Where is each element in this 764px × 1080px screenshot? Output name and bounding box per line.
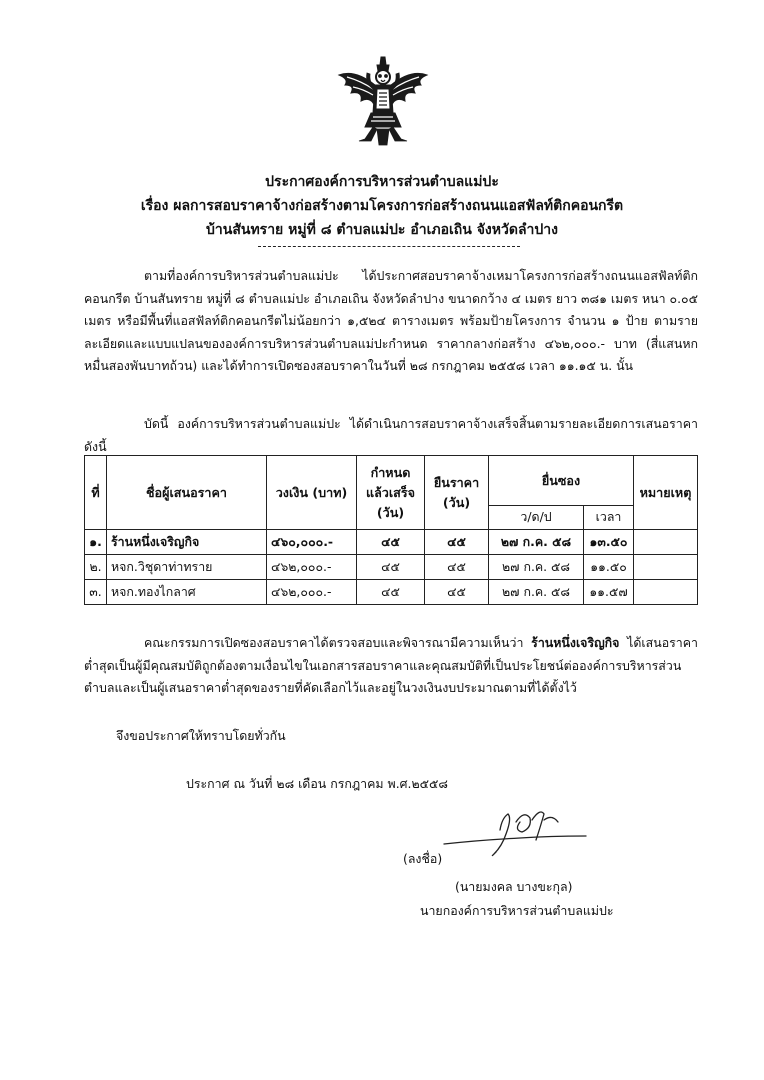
body-paragraph-intro: บัดนี้ องค์การบริหารส่วนตำบลแม่ปะ ได้ดำเนินการสอบราคาจ้างเสร็จสิ้นตามรายละเอียดการเสนอราคา ดังนี้ [84, 416, 698, 454]
header-divider [258, 246, 520, 247]
cell-amount: ๔๖๒,๐๐๐.- [267, 580, 357, 605]
signatory-position: นายกองค์การบริหารส่วนตำบลแม่ปะ [420, 903, 614, 918]
announcement-location: บ้านสันทราย หมู่ที่ ๘ ตำบลแม่ปะ อำเภอเถิน จังหวัดลำปาง [206, 222, 558, 238]
cell-remark [634, 580, 698, 605]
announcement-date: ประกาศ ณ วันที่ ๒๘ เดือน กรกฎาคม พ.ศ.๒๕๕๘ [186, 776, 448, 791]
table-header-row [85, 456, 698, 506]
announcement-title: ประกาศองค์การบริหารส่วนตำบลแม่ปะ [265, 174, 499, 190]
signature-label: (ลงชื่อ) [403, 851, 443, 866]
cell-remark [634, 555, 698, 580]
cell-validity: ๔๕ [425, 555, 489, 580]
cell-date: ๒๗ ก.ค. ๕๘ [489, 555, 584, 580]
body-paragraph-decision [84, 632, 698, 700]
cell-amount: ๔๖๒,๐๐๐.- [267, 555, 357, 580]
decision-text-pre: คณะกรรมการเปิดซองสอบราคาได้ตรวจสอบและพิจารณามีความเห็นว่า [144, 635, 532, 650]
header-bidder: ชื่อผู้เสนอราคา [107, 456, 267, 530]
header-validity: ยืนราคา (วัน) [425, 456, 489, 530]
cell-date: ๒๗ ก.ค. ๕๘ [489, 580, 584, 605]
cell-bidder: หจก.ทองไกลาศ [107, 580, 267, 605]
header-remark: หมายเหตุ [634, 456, 698, 530]
cell-date: ๒๗ ก.ค. ๕๘ [489, 530, 584, 555]
announcement-subject: เรื่อง ผลการสอบราคาจ้างก่อสร้างตามโครงการก่อสร้างถนนแอสฟัลท์ติกคอนกรีต [140, 198, 624, 214]
header-submission: ยื่นซอง [489, 456, 634, 506]
announcement-closing: จึงขอประกาศให้ทราบโดยทั่วกัน [116, 728, 286, 743]
cell-bidder: ร้านหนึ่งเจริญกิจ [107, 530, 267, 555]
cell-no: ๓. [85, 580, 107, 605]
cell-no: ๑. [85, 530, 107, 555]
header-no: ที่ [85, 456, 107, 530]
header-time: เวลา [584, 506, 634, 530]
table-row [85, 580, 698, 605]
garuda-emblem-icon [335, 55, 431, 147]
handwritten-signature [440, 800, 590, 862]
body-paragraph-background: ตามที่องค์การบริหารส่วนตำบลแม่ปะ ได้ประกาศสอบราคาจ้างเหมาโครงการก่อสร้างถนนแอสฟัลท์ติกคอนกรีต บ้านสันทราย หมู่ที่ ๘ ตำบลแม่ปะ อำเภอเถิน จังหวัดลำปาง ขนาดกว้าง ๔ เมตร ยาว ๓๘๑ เมตร หนา ๐.๐๕ เมตร หรือมีพื้นที่แอสฟัลท์ติกคอนกรีตไม่น้อยกว่า ๑,๕๒๔ ตารางเมตร พร้อมป้ายโครงการ จำนวน ๑ ป้าย ตามรายละเอียดและแบบแปลนขององค์การบริหารส่วนตำบลแม่ปะกำหนด ราคากลางก่อสร้าง ๔๖๒,๐๐๐.- บาท (สี่แสนหกหมื่นสองพันบาทถ้วน) และได้ทำการเปิดซองสอบราคาในวันที่ ๒๘ กรกฎาคม ๒๕๕๘ เวลา ๑๑.๑๕ น. นั้น [84, 268, 698, 373]
cell-time: ๑๑.๕๐ [584, 555, 634, 580]
winning-bidder-name: ร้านหนึ่งเจริญกิจ [531, 635, 620, 650]
table-row [85, 530, 698, 555]
cell-validity: ๔๕ [425, 530, 489, 555]
cell-no: ๒. [85, 555, 107, 580]
cell-remark [634, 530, 698, 555]
cell-deadline: ๔๕ [357, 555, 425, 580]
cell-deadline: ๔๕ [357, 530, 425, 555]
cell-time: ๑๓.๕๐ [584, 530, 634, 555]
signatory-name: (นายมงคล บางขะกุล) [455, 879, 573, 894]
table-row [85, 555, 698, 580]
cell-deadline: ๔๕ [357, 580, 425, 605]
header-amount: วงเงิน (บาท) [267, 456, 357, 530]
cell-bidder: หจก.วิชุดาท่าทราย [107, 555, 267, 580]
cell-validity: ๔๕ [425, 580, 489, 605]
cell-amount: ๔๖๐,๐๐๐.- [267, 530, 357, 555]
header-date: ว/ด/ป [489, 506, 584, 530]
cell-time: ๑๑.๕๗ [584, 580, 634, 605]
header-deadline: กำหนด แล้วเสร็จ (วัน) [357, 456, 425, 530]
decision-text-post: ได้เสนอราคาต่ำสุดเป็นผู้มีคุณสมบัติถูกต้องตามเงื่อนไขในเอกสารสอบราคาและคุณสมบัติที่เป็นประโยชน์ต่อองค์การบริหารส่วนตำบลและเป็นผู้เสนอราคาต่ำสุดของรายที่คัดเลือกไว้และอยู่ในวงเงินงบประมาณตามที่ได้ตั้งไว้ [84, 635, 698, 695]
bid-results-table [84, 455, 698, 605]
